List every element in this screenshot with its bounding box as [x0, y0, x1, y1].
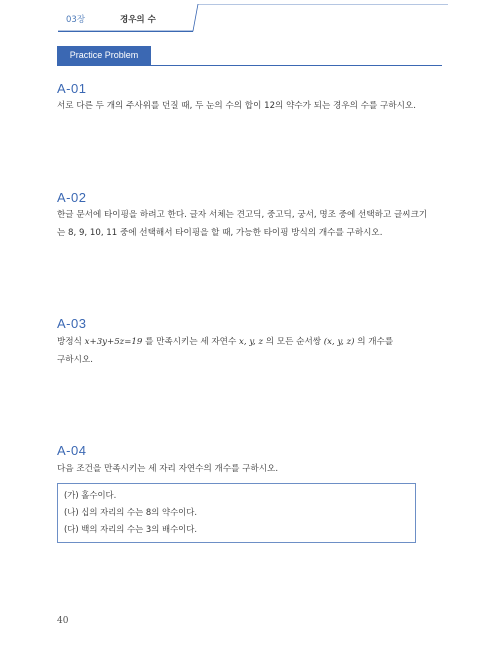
problem-number: A-01	[57, 81, 87, 96]
chapter-label: 03장	[66, 15, 86, 25]
practice-problem-banner: Practice Problem	[57, 46, 151, 65]
problem-text: 서로 다른 두 개의 주사위를 던질 때, 두 눈의 수의 합이 12의 약수가 되는 경우의 수를 구하시오.	[57, 101, 416, 111]
header-tab-outline	[58, 4, 448, 36]
problem-number: A-02	[57, 190, 87, 205]
problem-text-line: 는 8, 9, 10, 11 중에 선택해서 타이핑을 할 때, 가능한 타이핑 방식의 개수를 구하시오.	[57, 228, 383, 238]
problem-number: A-04	[57, 443, 87, 458]
problem-text: 다음 조건을 만족시키는 세 자리 자연수의 개수를 구하시오.	[57, 464, 279, 474]
text-segment: 를 만족시키는 세 자연수	[142, 337, 240, 347]
ordered-triple: (x, y, z)	[323, 337, 355, 347]
condition-item: (가) 홀수이다.	[64, 490, 117, 500]
problem-text-line: 구하시오.	[57, 355, 93, 365]
problem-text-line	[57, 332, 447, 352]
equation: x+3y+5z=19	[84, 337, 143, 347]
condition-item: (나) 십의 자리의 수는 8의 약수이다.	[64, 507, 198, 517]
page-number: 40	[57, 616, 69, 626]
chapter-title: 경우의 수	[120, 15, 156, 25]
problem-text-line: 한글 문서에 타이핑을 하려고 한다. 글자 서체는 견고딕, 중고딕, 궁서, 명조 중에 선택하고 글씨크기	[57, 210, 428, 220]
problem-number: A-03	[57, 316, 87, 331]
text-segment: 의 모든 순서쌍	[263, 337, 324, 347]
text-segment: 의 개수를	[354, 337, 394, 347]
text-segment: 방정식	[57, 337, 85, 347]
page-header	[0, 0, 500, 40]
banner-rule	[57, 65, 442, 66]
condition-item: (다) 백의 자리의 수는 3의 배수이다.	[64, 524, 198, 534]
conditions-box	[57, 483, 416, 543]
variables: x, y, z	[239, 337, 264, 347]
